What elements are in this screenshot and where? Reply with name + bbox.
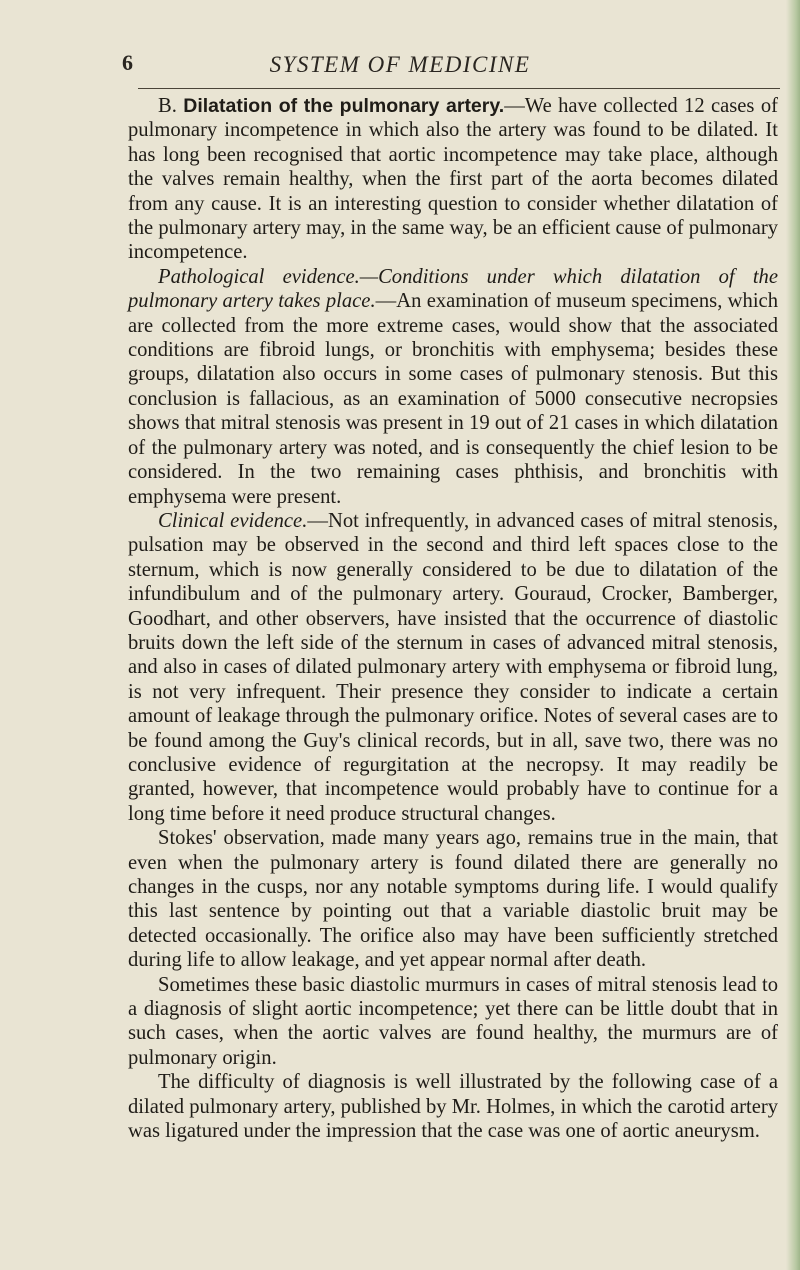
section-number: B. [158, 95, 177, 117]
body-paragraph: The difficulty of diagnosis is well illustrated by the following case of a dilated pulmonary artery, published by Mr. Holmes, in which the carotid artery was ligatured under the impression that the case was one of aortic aneurysm. [128, 1071, 778, 1143]
section-intro-text: —We have collected 12 cases of pulmonary incompetence in which also the artery was found to be dilated. It has long been recognised that aortic incompetence may take place, although the valves remain healthy, when the first part of the aorta becomes dilated from any cause. It is an interesting question to consider whether dilatation of the pulmonary artery may, in the same way, be an efficient cause of pulmonary incompetence. [128, 95, 778, 264]
section-title: Dilatation of the pulmonary artery. [183, 95, 505, 117]
running-head: SYSTEM OF MEDICINE [269, 52, 531, 77]
body-paragraph: Stokes' observation, made many years ago, remains true in the main, that even when the pulmonary artery is found dilated there are generally no changes in the cusps, nor any notable symptoms during life. I would qualify this last sentence by pointing out that a variable diastolic bruit may be detected occasionally. The orifice also may have been sufficiently stretched during life to allow leakage, and yet appear normal after death. [128, 827, 778, 972]
clinical-text: —Not infrequently, in advanced cases of mitral stenosis, pulsation may be observed in the second and third left spaces close to the sternum, which is now generally considered to be due to dilatation of the infundibulum and of the pulmonary artery. Gouraud, Crocker, Bamberger, Goodhart, and other observers, have insisted that the occurrence of diastolic bruits down the left side of the sternum in cases of advanced mitral stenosis, and also in cases of dilated pulmonary artery with emphysema or fibroid lung, is not very infrequent. Their presence they consider to indicate a certain amount of leakage through the pulmonary orifice. Notes of several cases are to be found among the Guy's clinical records, but in all, save two, there was no conclusive evidence of regurgitation at the necropsy. It may readily be granted, however, that incompetence would probably have to continue for a long time before it need produce structural changes. [128, 509, 779, 825]
page-number: 6 [122, 50, 133, 75]
pathological-lead: Pathological evidence.—Conditions under which dilatation of the pulmonary artery takes place. [128, 265, 778, 313]
pathological-text: —An examination of museum specimens, which are collected from the more extreme cases, would show that the associated conditions are fibroid lungs, or bronchitis with emphysema; besides these groups, dilatation also occurs in some cases of pulmonary stenosis. But this conclusion is fallacious, as an examination of 5000 consecutive necropsies shows that mitral stenosis was present in 19 out of 21 cases in which dilatation of the pulmonary artery was noted, and is consequently the chief lesion to be considered. In the two remaining cases phthisis, and bronchitis with emphysema were present. [128, 290, 778, 508]
pathological-paragraph [128, 265, 778, 509]
body-text [128, 94, 778, 1143]
clinical-lead: Clinical evidence. [158, 509, 308, 532]
body-paragraph: Sometimes these basic diastolic murmurs in cases of mitral stenosis lead to a diagnosis of slight aortic incompetence; yet there can be little doubt that in such cases, when the aortic valves are found healthy, the murmurs are of pulmonary origin. [128, 973, 778, 1069]
page-edge-shadow [786, 0, 800, 1270]
section-intro-paragraph [128, 94, 778, 265]
header-rule [138, 88, 780, 89]
clinical-paragraph [128, 509, 778, 826]
